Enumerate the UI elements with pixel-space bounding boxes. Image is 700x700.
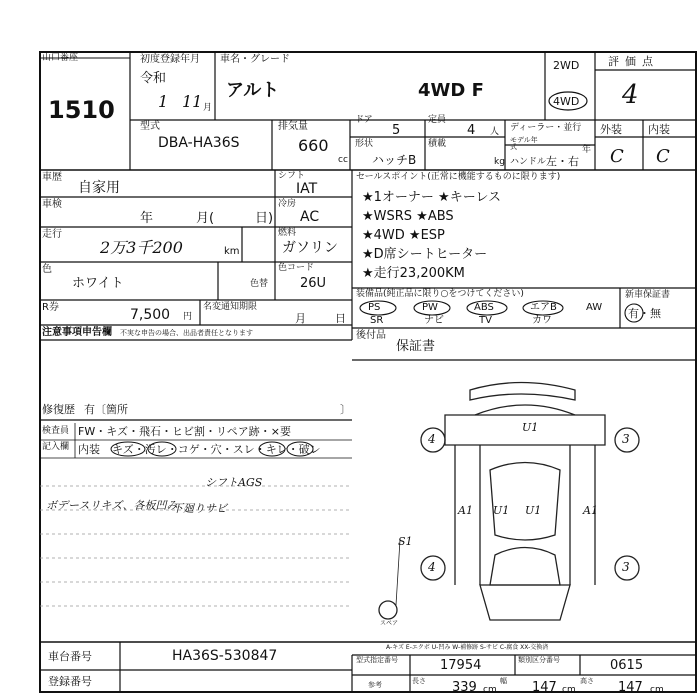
mark-wheel-fl: 4	[428, 432, 436, 446]
drive-2wd: 2WD	[553, 59, 580, 72]
spare-label: スペア	[380, 620, 399, 627]
legend: A-キズ E-エクボ U-凹み W-補修跡 S-サビ C-腐食 XX-交換済	[386, 644, 549, 651]
warranty-label: 新車保証書	[625, 290, 671, 300]
doors: 5	[392, 123, 401, 138]
model-name: アルト	[226, 80, 280, 101]
shift: IAT	[296, 181, 318, 197]
mark-wheel-rr: 3	[622, 560, 630, 574]
displacement-unit: cc	[338, 155, 348, 165]
body-label: 形状	[355, 139, 374, 149]
repair-close: 〕	[340, 403, 351, 416]
inspection-month: 月(	[196, 211, 215, 226]
capacity-unit: 人	[490, 127, 500, 137]
warranty-value: 有・無	[628, 307, 661, 320]
accessories-value: 保証書	[396, 339, 436, 354]
defect-int-label: 内装	[78, 443, 100, 456]
equip-abs: ABS	[474, 302, 494, 313]
load-unit: kg	[494, 157, 505, 167]
width-label: 幅	[500, 677, 507, 685]
era: 令和	[140, 71, 167, 86]
history-label: 車歴	[42, 172, 62, 183]
ext-label: 外装	[600, 123, 622, 136]
fuel: ガソリン	[282, 240, 338, 256]
auction-label: 山口番座	[42, 53, 79, 63]
reg-year: 1	[158, 92, 169, 111]
color: ホワイト	[72, 276, 124, 291]
accessories-label: 後付品	[356, 330, 386, 341]
repair-label: 修復歴	[42, 403, 75, 416]
dealer-label: ディーラー・並行	[510, 123, 582, 133]
notice-day: 日	[335, 312, 346, 325]
mileage-unit: km	[224, 246, 240, 257]
length-value: 339	[452, 680, 477, 695]
inspector-label-2: 記入欄	[42, 442, 70, 452]
model-grade-label: 車名・グレード	[220, 54, 290, 65]
ext-grade: C	[610, 146, 624, 167]
int-grade: C	[656, 146, 670, 167]
color-code: 26U	[300, 276, 327, 291]
recycle-label: R券	[42, 302, 59, 313]
mileage: 2万3千200	[100, 238, 183, 257]
model-year-label: モデル年式	[510, 136, 538, 151]
height-label: 高さ	[580, 677, 594, 685]
mark-s1: S1	[398, 535, 413, 548]
model-year-unit: 年	[582, 145, 592, 155]
height-value: 147	[618, 680, 643, 695]
sales-point-1: ★1オーナー ★キーレス	[362, 190, 502, 205]
inspection-year: 年	[140, 211, 154, 226]
mileage-label: 走行	[42, 229, 62, 240]
capacity-label: 定員	[428, 115, 447, 125]
reg-label: 登録番号	[48, 675, 92, 688]
mark-u1-side-left: U1	[493, 504, 510, 517]
score-label: 評価点	[608, 55, 659, 68]
mark-u1-roof: U1	[525, 504, 542, 517]
category-label: 類別区分番号	[518, 656, 560, 664]
category-value: 0615	[610, 658, 644, 673]
equip-airbag: エアB	[530, 302, 557, 313]
hand-note-2: ボデースリキズ、各板凹み	[46, 499, 178, 512]
notice-month: 月	[295, 312, 306, 325]
equipment-label: 装備品(純正品に限り○をつけてください)	[356, 289, 524, 299]
handle: 左・右	[546, 155, 579, 168]
history: 自家用	[78, 180, 120, 196]
fuel-label: 燃料	[278, 228, 297, 238]
ref-label: 参考	[368, 681, 382, 689]
inspector-label-1: 検査員	[42, 426, 70, 436]
int-label: 内装	[648, 123, 670, 136]
car-diagram	[379, 383, 639, 621]
shift-label: シフト	[278, 171, 306, 181]
equip-navi: ナビ	[424, 315, 444, 326]
equip-pw: PW	[422, 302, 438, 313]
chassis-label: 車台番号	[48, 650, 92, 663]
recycle-unit: 円	[183, 312, 193, 322]
sales-point-4: ★D席シートヒーター	[362, 247, 488, 262]
equip-tv: TV	[479, 315, 492, 326]
inspection-day: 日)	[255, 211, 274, 226]
mark-wheel-fr: 3	[622, 432, 630, 446]
inspection-label: 車検	[42, 199, 62, 210]
equip-aw: AW	[586, 302, 603, 313]
reg-month: 11	[182, 92, 203, 111]
load-label: 積載	[428, 139, 447, 149]
mark-a1-right: A1	[583, 504, 598, 517]
notice-label: 名変通知期限	[203, 302, 258, 312]
mark-wheel-rl: 4	[428, 560, 436, 574]
score: 4	[622, 80, 639, 110]
type-designation-label: 型式指定番号	[356, 656, 398, 664]
sales-point-3: ★4WD ★ESP	[362, 228, 445, 243]
lot-number: 1510	[48, 96, 115, 124]
ac: AC	[300, 209, 320, 225]
grade: 4WD F	[418, 80, 484, 101]
displacement-label: 排気量	[278, 121, 308, 132]
equip-sr: SR	[370, 315, 384, 326]
width-value: 147	[532, 680, 557, 695]
caution-label: 注意事項申告欄	[42, 327, 112, 338]
type-designation-value: 17954	[440, 658, 482, 673]
chassis-value: HA36S-530847	[172, 648, 278, 664]
body: ハッチB	[372, 153, 417, 167]
month-unit: 月	[203, 103, 213, 113]
sales-point-2: ★WSRS ★ABS	[362, 209, 454, 224]
ext-defects: FW・キズ・飛石・ヒビ割・リペア跡・×要	[78, 425, 291, 438]
first-reg-label: 初度登録年月	[140, 54, 200, 65]
displacement: 660	[298, 136, 329, 155]
caution-note: 不実な申告の場合、出品者責任となります	[120, 329, 253, 337]
height-unit: cm	[650, 685, 664, 695]
type-value: DBA-HA36S	[158, 135, 240, 151]
int-defects: キズ・汚レ・コゲ・穴・スレ・キレ・破レ	[112, 443, 321, 456]
color-label: 色	[42, 264, 52, 275]
handle-label: ハンドル	[510, 157, 547, 167]
width-unit: cm	[562, 685, 576, 695]
drive-4wd: 4WD	[553, 95, 580, 108]
sales-label: セールスポイント(正常に機能するものに限ります)	[356, 172, 561, 182]
type-label: 型式	[140, 121, 160, 132]
sales-point-5: ★走行23,200KM	[362, 266, 465, 281]
color-change-label: 色替	[250, 279, 269, 289]
hand-note-3: 下廻りサビ	[172, 502, 227, 515]
equip-leather: カワ	[532, 315, 552, 326]
length-unit: cm	[483, 685, 497, 695]
capacity: 4	[467, 123, 476, 138]
doors-label: ドア	[355, 115, 373, 125]
equip-ps: PS	[368, 302, 381, 313]
mark-u1-front: U1	[522, 421, 539, 434]
ac-label: 冷房	[278, 199, 297, 209]
color-code-label: 色コード	[278, 263, 315, 273]
mark-a1-left: A1	[458, 504, 473, 517]
hand-note-1: シフトAGS	[205, 476, 263, 489]
repair-value: 有〔箇所	[84, 403, 128, 416]
recycle-amount: 7,500	[130, 307, 171, 323]
length-label: 長さ	[412, 677, 426, 685]
